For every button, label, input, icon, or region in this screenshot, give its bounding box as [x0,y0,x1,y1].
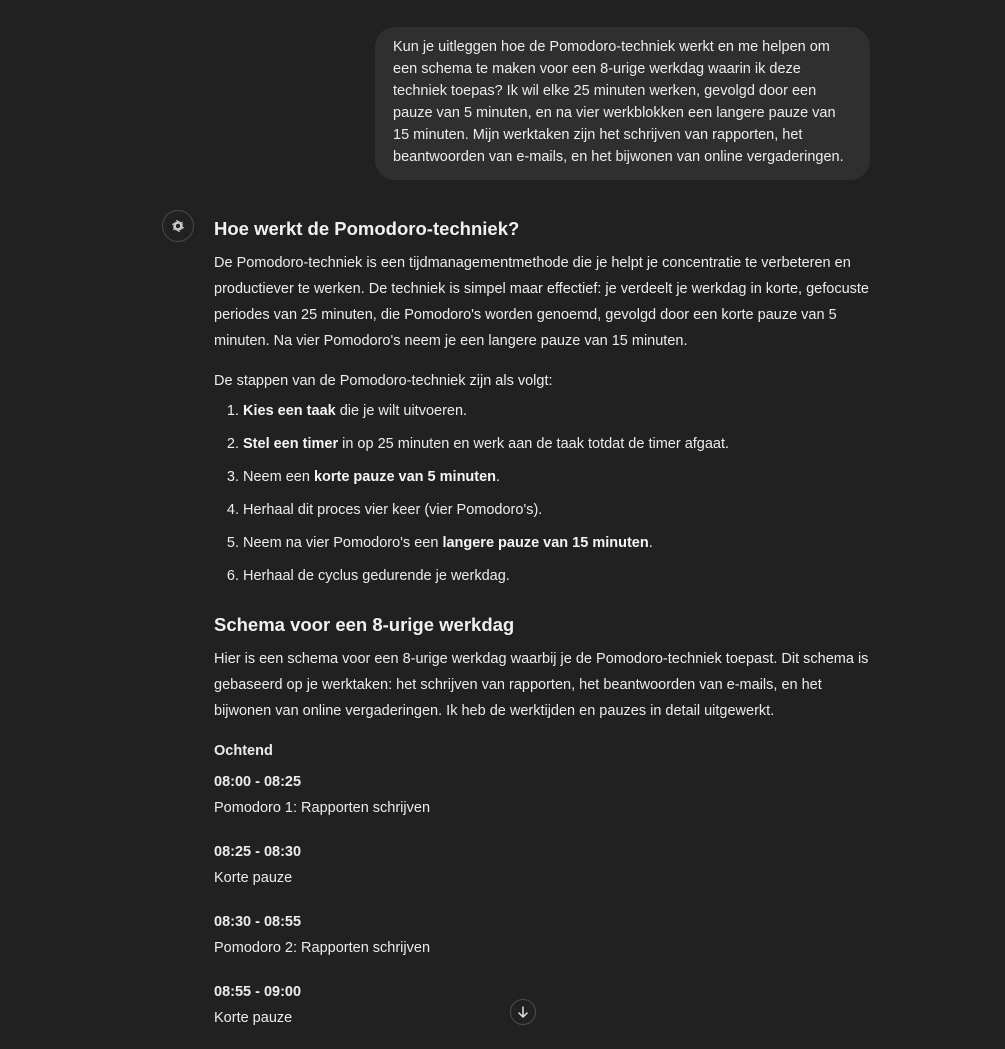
arrow-down-icon [516,1005,530,1019]
slot-time: 08:25 - 08:30 [214,844,302,860]
list-item: 1. Kies een taak die je wilt uitvoeren. [243,398,874,424]
user-message-text: Kun je uitleggen hoe de Pomodoro-techniek werkt en me helpen om een schema te maken voor een 8-urige werkdag waarin ik deze techniek toepas? Ik wil elke 25 minuten werken, gevolgd door een pauze van 5 minuten, en na vier werkblokken een langere pauze van 15 minuten. Mijn werktaken zijn het schrijven van rapporten, het beantwoorden van e-mails, en het bijwonen van online vergaderingen. [393,39,844,165]
schedule-slot [214,839,874,891]
slot-task: Pomodoro 1: Rapporten schrijven [214,800,431,816]
schedule-slot [214,909,874,961]
slot-time: 08:55 - 09:00 [214,984,302,1000]
section-label-morning: Ochtend [214,743,273,759]
list-item: 4. Herhaal dit proces vier keer (vier Pomodoro's). [243,497,874,523]
slot-task: Korte pauze [214,870,293,886]
slot-time: 08:00 - 08:25 [214,774,302,790]
heading-schedule: Schema voor een 8-urige werkdag [214,614,515,635]
assistant-response [214,215,874,1049]
slot-task: Korte pauze [214,1010,293,1026]
schedule-slot [214,979,874,1031]
user-message-bubble [375,27,870,180]
heading-how-it-works: Hoe werkt de Pomodoro-techniek? [214,218,520,239]
list-item: 5. Neem na vier Pomodoro's een langere pauze van 15 minuten. [243,530,874,556]
schedule-slot [214,769,874,821]
list-item: 6. Herhaal de cyclus gedurende je werkdag. [243,563,874,589]
scroll-to-bottom-button[interactable] [510,999,536,1025]
steps-list [214,398,874,589]
list-item: 2. Stel een timer in op 25 minuten en werk aan de taak totdat de timer afgaat. [243,431,874,457]
list-item: 3. Neem een korte pauze van 5 minuten. [243,464,874,490]
openai-logo-icon [169,217,187,235]
assistant-avatar [162,210,194,242]
steps-lead: De stappen van de Pomodoro-techniek zijn als volgt: [214,373,553,389]
slot-task: Pomodoro 2: Rapporten schrijven [214,940,431,956]
slot-time: 08:30 - 08:55 [214,914,302,930]
intro-paragraph: De Pomodoro-techniek is een tijdmanagementmethode die je helpt je concentratie te verbeteren en productiever te werken. De techniek is simpel maar effectief: je verdeelt je werkdag in korte, gefocuste periodes van 25 minuten, die Pomodoro's worden genoemd, gevolgd door een korte pauze van 5 minuten. Na vier Pomodoro's neem je een langere pauze van 15 minuten. [214,255,869,349]
schedule-intro: Hier is een schema voor een 8-urige werkdag waarbij je de Pomodoro-techniek toepast. Dit schema is gebaseerd op je werktaken: het schrijven van rapporten, het beantwoorden van e-mails, en het bijwonen van online vergaderingen. Ik heb de werktijden en pauzes in detail uitgewerkt. [214,651,869,719]
